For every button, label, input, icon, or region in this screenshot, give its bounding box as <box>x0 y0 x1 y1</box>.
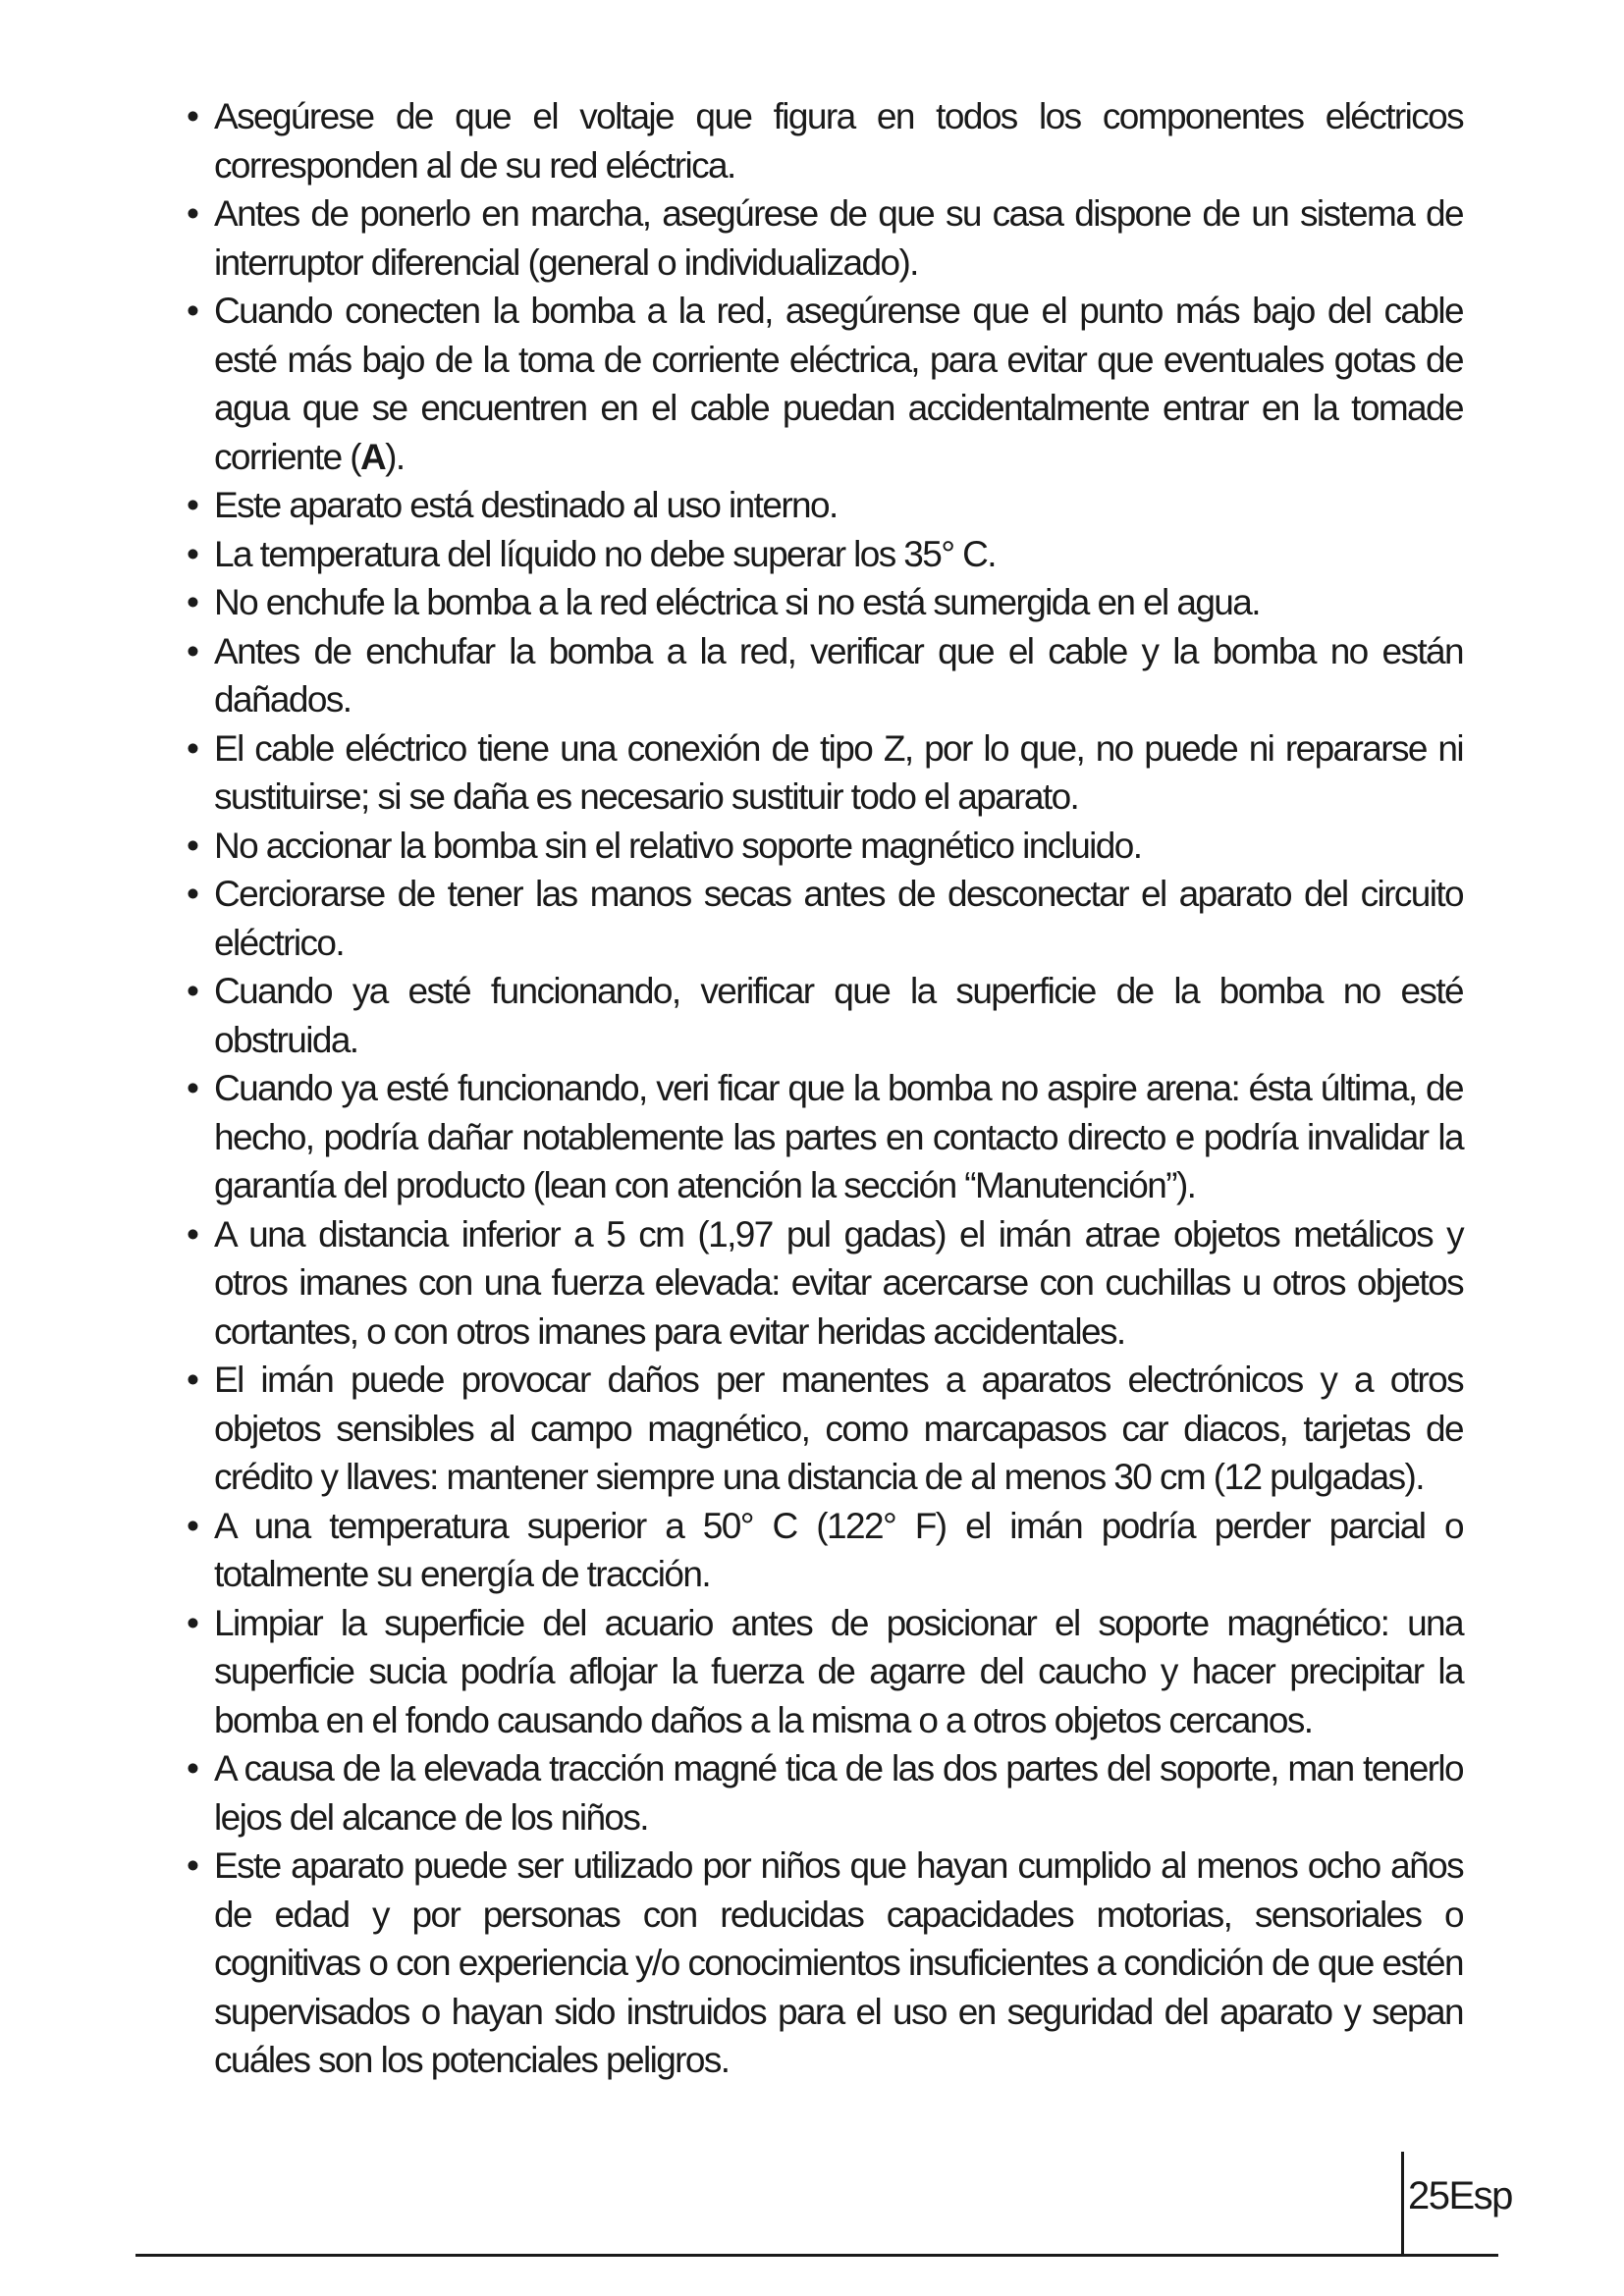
list-item-text: A causa de la elevada tracción magné tica de las dos partes del soporte, man tenerlo lejos del alcance de los niños. <box>214 1748 1463 1838</box>
list-item <box>187 1356 1463 1502</box>
list-item-text: Este aparato puede ser utilizado por niños que hayan cumplido al menos ocho años de edad y por personas con reducidas capacidades motorias, sensoriales o cognitivas o con experiencia y/o conocimientos insuficientes a condición de que estén supervisados o hayan sido instruidos para el uso en seguridad del aparato y sepan cuáles son los potenciales peligros. <box>214 1845 1463 2080</box>
list-item <box>187 92 1463 189</box>
list-item-text: Cuando conecten la bomba a la red, asegúrense que el punto más bajo del cable esté más bajo de la toma de corriente eléctrica, para evitar que eventuales gotas de agua que se encuentren en el cable puedan accidentalmente entrar en la tomade corriente (A). <box>214 291 1463 477</box>
bullet-icon: • <box>187 1213 198 1255</box>
list-item-text: Antes de ponerlo en marcha, asegúrese de que su casa dispone de un sistema de interruptor diferencial (general o individualizado). <box>214 193 1463 283</box>
bullet-icon: • <box>187 1505 198 1546</box>
list-item-text: Cerciorarse de tener las manos secas antes de desconectar el aparato del circuito eléctrico. <box>214 874 1463 963</box>
bullet-icon: • <box>187 533 198 574</box>
page-number: 25Esp <box>1408 2174 1512 2217</box>
list-item <box>187 578 1463 627</box>
list-item <box>187 870 1463 967</box>
bullet-icon: • <box>187 825 198 866</box>
list-item <box>187 967 1463 1064</box>
list-item <box>187 530 1463 579</box>
bullet-icon: • <box>187 485 198 525</box>
list-item-text: Este aparato está destinado al uso interno. <box>214 485 838 525</box>
list-item-text: Cuando ya esté funcionando, veri ficar que la bomba no aspire arena: ésta última, de hecho, podría dañar notablemente las partes en contacto directo e podría invalidar la garantía del producto (lean con atención la sección “Manutención”). <box>214 1068 1463 1205</box>
list-item-text: No enchufe la bomba a la red eléctrica si no está sumergida en el agua. <box>214 582 1260 622</box>
list-item <box>187 1599 1463 1745</box>
list-item-text: No accionar la bomba sin el relativo soporte magnético incluido. <box>214 825 1142 866</box>
list-item-text: Cuando ya esté funcionando, verificar que la superficie de la bomba no esté obstruida. <box>214 971 1463 1060</box>
list-item <box>187 287 1463 481</box>
list-item-text: El cable eléctrico tiene una conexión de tipo Z, por lo que, no puede ni repararse ni sustituirse; si se daña es necesario sustituir todo el aparato. <box>214 727 1463 817</box>
list-item <box>187 627 1463 724</box>
bullet-icon: • <box>187 630 198 671</box>
list-item-text: Limpiar la superficie del acuario antes de posicionar el soporte magnético: una superficie sucia podría aflojar la fuerza de agarre del caucho y hacer precipitar la bomba en el fondo causando daños a la misma o a otros objetos cercanos. <box>214 1602 1463 1740</box>
list-item-text: La temperatura del líquido no debe superar los 35° C. <box>214 533 996 574</box>
bullet-icon: • <box>187 1360 198 1400</box>
list-item-text: Antes de enchufar la bomba a la red, verificar que el cable y la bomba no están dañados. <box>214 630 1463 720</box>
list-item <box>187 1064 1463 1210</box>
footer-divider <box>135 2254 1498 2257</box>
safety-instructions-list <box>187 92 1463 2085</box>
list-item <box>187 481 1463 530</box>
bullet-icon: • <box>187 291 198 331</box>
bullet-icon: • <box>187 1748 198 1789</box>
list-item <box>187 1842 1463 2085</box>
list-item-text: El imán puede provocar daños per manentes a aparatos electrónicos y a otros objetos sensibles al campo magnético, como marcapasos car diacos, tarjetas de crédito y llaves: mantener siempre una distancia de al menos 30 cm (12 pulgadas). <box>214 1360 1463 1497</box>
bullet-icon: • <box>187 727 198 769</box>
list-item <box>187 724 1463 822</box>
bullet-icon: • <box>187 582 198 622</box>
bullet-icon: • <box>187 193 198 234</box>
page-footer <box>1401 2152 1512 2255</box>
list-item <box>187 1744 1463 1842</box>
list-item <box>187 1502 1463 1599</box>
bullet-icon: • <box>187 96 198 136</box>
list-item <box>187 189 1463 287</box>
list-item-text: Asegúrese de que el voltaje que figura en todos los componentes eléctricos corresponden al de su red eléctrica. <box>214 96 1463 186</box>
bullet-icon: • <box>187 1602 198 1643</box>
bullet-icon: • <box>187 1845 198 1886</box>
bullet-icon: • <box>187 1068 198 1108</box>
bullet-icon: • <box>187 971 198 1011</box>
list-item <box>187 822 1463 871</box>
document-body <box>187 92 1463 2085</box>
list-item-text: A una distancia inferior a 5 cm (1,97 pul gadas) el imán atrae objetos metálicos y otros imanes con una fuerza elevada: evitar acercarse con cuchillas u otros objetos cortantes, o con otros imanes para evitar heridas accidentales. <box>214 1213 1463 1352</box>
bullet-icon: • <box>187 874 198 914</box>
list-item-text: A una temperatura superior a 50° C (122° F) el imán podría perder parcial o totalmente su energía de tracción. <box>214 1505 1463 1594</box>
list-item <box>187 1210 1463 1357</box>
